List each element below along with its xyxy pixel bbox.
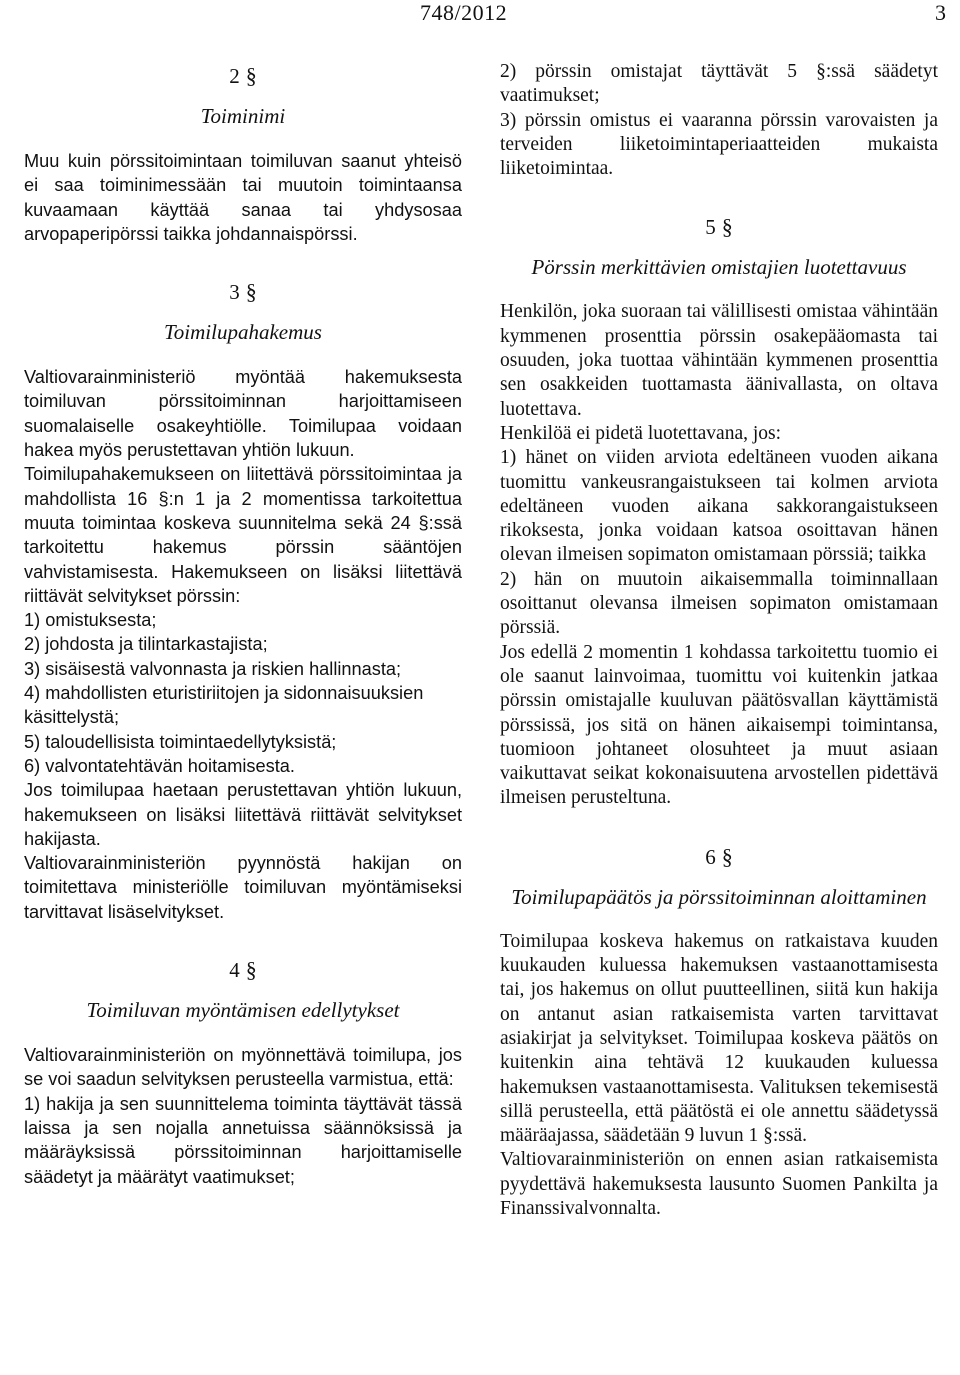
section-3-paragraph-2: Toimilupahakemukseen on liitettävä pörssitoimintaa ja mahdollista 16 §:n 1 ja 2 momentissa tarkoitettua muuta toimintaa koskeva suunnitelma sekä 24 §:ssä tarkoitettu hakemus pörssin sääntöjen vahvistamisesta. Hakemukseen on lisäksi liitettävä riittävät selvitykset pörssin: <box>24 464 462 606</box>
section-6-paragraph-2: Valtiovarainministeriön on ennen asian ratkaisemista pyydettävä hakemuksesta lausunto Suomen Pankilta ja Finanssivalvonnalta. <box>500 1149 938 1219</box>
section-5-paragraph-3: Jos edellä 2 momentin 1 kohdassa tarkoitettu tuomio ei ole saanut lainvoimaa, tuomittu voi kuitenkin jatkaa pörssin omistajalle kuuluvan päätösvallan käyttämistä pörssissä, jos sitä on hänen aikaisempi toimintansa, tuomioon johtaneet olosuhteet ja muut asiaan vaikuttavat seikat kokonaisuutena arvostellen pidettävä ilmeisen perusteltuna. <box>500 641 938 809</box>
section-3-item-3: 3) sisäisestä valvonnasta ja riskien hallinnasta; <box>24 658 402 679</box>
section-4-item-3: 3) pörssin omistus ei vaaranna pörssin varovaisten ja terveiden liiketoimintaperiaatteiden mukaista liiketoimintaa. <box>500 109 938 180</box>
section-sign-icon: § <box>721 843 733 869</box>
section-3-paragraph-1: Valtiovarainministeriö myöntää hakemuksesta toimiluvan pörssitoiminnan harjoittamiseen suomalaiselle osakeyhtiölle. Toimilupaa voidaan hakea myös perustettavan yhtiön lukuun. <box>24 367 462 461</box>
section-5-paragraph-1: Henkilön, joka suoraan tai välillisesti omistaa vähintään kymmenen prosenttia pörssin osakepääomasta tai osuuden, joka tuottaa vähintään kymmenen prosenttia sen osakkeiden tuottamasta äänivallasta, on oltava luotettava. <box>500 301 938 420</box>
page-header <box>0 0 960 30</box>
section-5-number: 5 § <box>705 214 733 240</box>
section-3-paragraph-4: Valtiovarainministeriön pyynnöstä hakijan on toimitettava ministeriölle toimiluvan myöntämiseksi tarvittavat lisäselvitykset. <box>24 853 462 922</box>
section-sign-icon: § <box>245 63 257 88</box>
section-3-item-1: 1) omistuksesta; <box>24 610 157 631</box>
section-3-item-4: 4) mahdollisten eturistiriitojen ja sidonnaisuuksien käsittelystä; <box>24 683 424 728</box>
section-3-paragraph-3: Jos toimilupaa haetaan perustettavan yhtiön lukuun, hakemukseen on lisäksi liitettävä riittävät selvitykset hakijasta. <box>24 780 462 849</box>
section-4-title: Toimiluvan myöntämisen edellytykset <box>86 998 400 1023</box>
section-4-paragraph-1: Valtiovarainministeriön on myönnettävä toimilupa, jos se voi saadun selvityksen perusteella varmistua, että: <box>24 1045 462 1090</box>
section-3-title: Toimilupahakemus <box>164 320 322 345</box>
section-2-paragraph-1: Muu kuin pörssitoimintaan toimiluvan saanut yhteisö ei saa toiminimessään tai muutoin toimintaansa kuvaamaan käyttää sanaa tai yhdysosaa arvopaperipörssi taikka johdannaispörssi. <box>24 151 462 244</box>
section-5-paragraph-2: Henkilöä ei pidetä luotettavana, jos: <box>500 422 782 444</box>
section-3-number: 3 § <box>229 279 257 305</box>
section-6-number: 6 § <box>705 843 733 869</box>
section-5-item-2: 2) hän on muutoin aikaisemmalla toiminnallaan osoittanut olevansa ilmeisen sopimaton omistamaan pörssiä. <box>500 568 938 639</box>
section-3-item-2: 2) johdosta ja tilintarkastajista; <box>24 634 268 655</box>
section-sign-icon: § <box>245 279 257 305</box>
section-6-title: Toimilupapäätös ja pörssitoiminnan aloittaminen <box>511 884 927 909</box>
section-sign-icon: § <box>245 957 257 983</box>
section-2-title: Toiminimi <box>200 104 286 128</box>
section-3-item-5: 5) taloudellisista toimintaedellytyksistä; <box>24 731 337 752</box>
left-column <box>24 60 462 1189</box>
section-6-paragraph-1: Toimilupaa koskeva hakemus on ratkaistava kuuden kuukauden kuluessa hakemuksen vastaanottamisesta tai, jos hakemus on ollut puutteellinen, siitä kun hakija on antanut asian ratkaisemista varten tarvittavat asiakirjat ja selvitykset. Toimilupaa koskeva päätös on kuitenkin aina tehtävä 12 kuukauden kuluessa hakemuksen vastaanottamisesta. Valituksen tekemisestä sillä perusteella, että päätöstä ei ole annettu säädetyssä määräajassa, säädetään 9 luvun 1 §:ssä. <box>500 930 938 1147</box>
section-3-item-6: 6) valvontatehtävän hoitamisesta. <box>24 755 295 776</box>
document-number: 748/2012 <box>420 0 508 25</box>
page-number: 3 <box>935 0 946 25</box>
right-column <box>500 60 938 1221</box>
section-4-number: 4 § <box>229 957 257 983</box>
section-2-number: 2 § <box>229 63 257 88</box>
section-sign-icon: § <box>721 214 733 240</box>
section-4-item-2: 2) pörssin omistajat täyttävät 5 §:ssä säädetyt vaatimukset; <box>500 61 938 107</box>
section-5-title: Pörssin merkittävien omistajien luotettavuus <box>531 255 907 280</box>
section-4-item-1: 1) hakija ja sen suunnittelema toiminta täyttävät tässä laissa ja sen nojalla annetuissa säännöksissä ja määräyksissä pörssitoiminnan harjoittamiselle säädetyt ja määrätyt vaatimukset; <box>24 1093 462 1187</box>
section-5-item-1: 1) hänet on viiden arviota edeltäneen vuoden aikana tuomittu vankeusrangaistukseen tai kolmen arviota edeltäneen vuoden aikana sakkorangaistukseen rikoksesta, jonka voidaan katsoa osoittavan hänen olevan ilmeisen sopimaton omistamaan pörssiä; taikka <box>500 447 938 566</box>
